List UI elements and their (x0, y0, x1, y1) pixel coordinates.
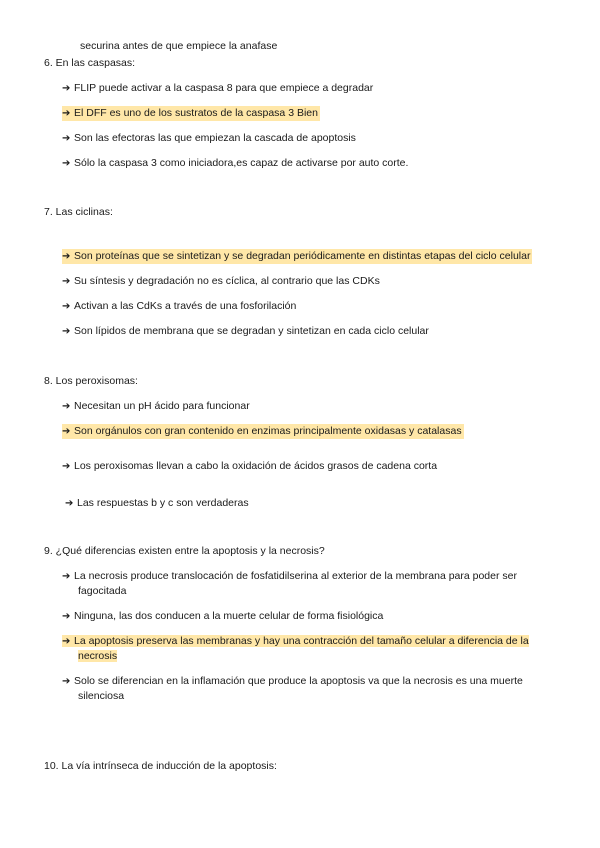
question-7-title: 7. Las ciclinas: (44, 206, 113, 218)
arrow-icon: ➔ (62, 158, 71, 169)
arrow-icon: ➔ (62, 636, 71, 647)
question-6-option-c: ➔ Son las efectoras las que empiezan la cascada de apoptosis (62, 132, 356, 144)
arrow-icon: ➔ (62, 301, 71, 312)
question-7-option-d: ➔ Son lípidos de membrana que se degradan y sintetizan en cada ciclo celular (62, 325, 429, 337)
arrow-icon: ➔ (62, 461, 71, 472)
question-6-option-a: ➔ FLIP puede activar a la caspasa 8 para que empiece a degradar (62, 82, 374, 94)
question-6-option-d: ➔ Sólo la caspasa 3 como iniciadora,es capaz de activarse por auto corte. (62, 157, 409, 169)
question-9-option-d: ➔ Solo se diferencian en la inflamación que produce la apoptosis va que la necrosis es una muerte silenciosa (62, 675, 523, 702)
arrow-icon: ➔ (62, 276, 71, 287)
arrow-icon: ➔ (62, 326, 71, 337)
arrow-icon: ➔ (62, 133, 71, 144)
question-9-option-b: ➔ Ninguna, las dos conducen a la muerte celular de forma fisiológica (62, 610, 384, 622)
question-8-option-b: ➔ Son orgánulos con gran contenido en enzimas principalmente oxidasas y catalasas (62, 425, 462, 437)
arrow-icon: ➔ (62, 401, 71, 412)
question-8-option-d: ➔ Las respuestas b y c son verdaderas (65, 497, 249, 509)
arrow-icon: ➔ (62, 425, 74, 439)
question-8-option-c: ➔ Los peroxisomas llevan a cabo la oxidación de ácidos grasos de cadena corta (62, 460, 438, 472)
arrow-icon: ➔ (62, 676, 71, 687)
arrow-icon: ➔ (62, 571, 71, 582)
arrow-icon: ➔ (62, 250, 74, 264)
question-7-option-b: ➔ Su síntesis y degradación no es cíclica, al contrario que las CDKs (62, 275, 380, 287)
arrow-icon: ➔ (62, 107, 74, 121)
question-7-option-c: ➔ Activan a las CdKs a través de una fosforilación (62, 300, 297, 312)
arrow-icon: ➔ (65, 498, 74, 509)
arrow-icon: ➔ (62, 83, 71, 94)
question-6-title: 6. En las caspasas: (44, 57, 136, 69)
question-9-option-a: ➔ La necrosis produce translocación de fosfatidilserina al exterior de la membrana para poder ser fagocitada (62, 570, 517, 597)
question-8-title: 8. Los peroxisomas: (44, 375, 138, 387)
question-7-option-a: ➔ Son proteínas que se sintetizan y se degradan periódicamente en distintas etapas del ciclo celular (62, 250, 531, 262)
question-8-option-a: ➔ Necesitan un pH ácido para funcionar (62, 400, 250, 412)
question-10-title: 10. La vía intrínseca de inducción de la apoptosis: (44, 760, 277, 772)
previous-question-continuation: securina antes de que empiece la anafase (80, 40, 278, 52)
question-6-option-b: ➔ El DFF es uno de los sustratos de la caspasa 3 Bien (62, 107, 318, 119)
question-9-option-c: ➔ La apoptosis preserva las membranas y hay una contracción del tamaño celular a diferencia de la necrosis (62, 635, 529, 662)
question-9-title: 9. ¿Qué diferencias existen entre la apoptosis y la necrosis? (44, 545, 325, 557)
arrow-icon: ➔ (62, 611, 71, 622)
